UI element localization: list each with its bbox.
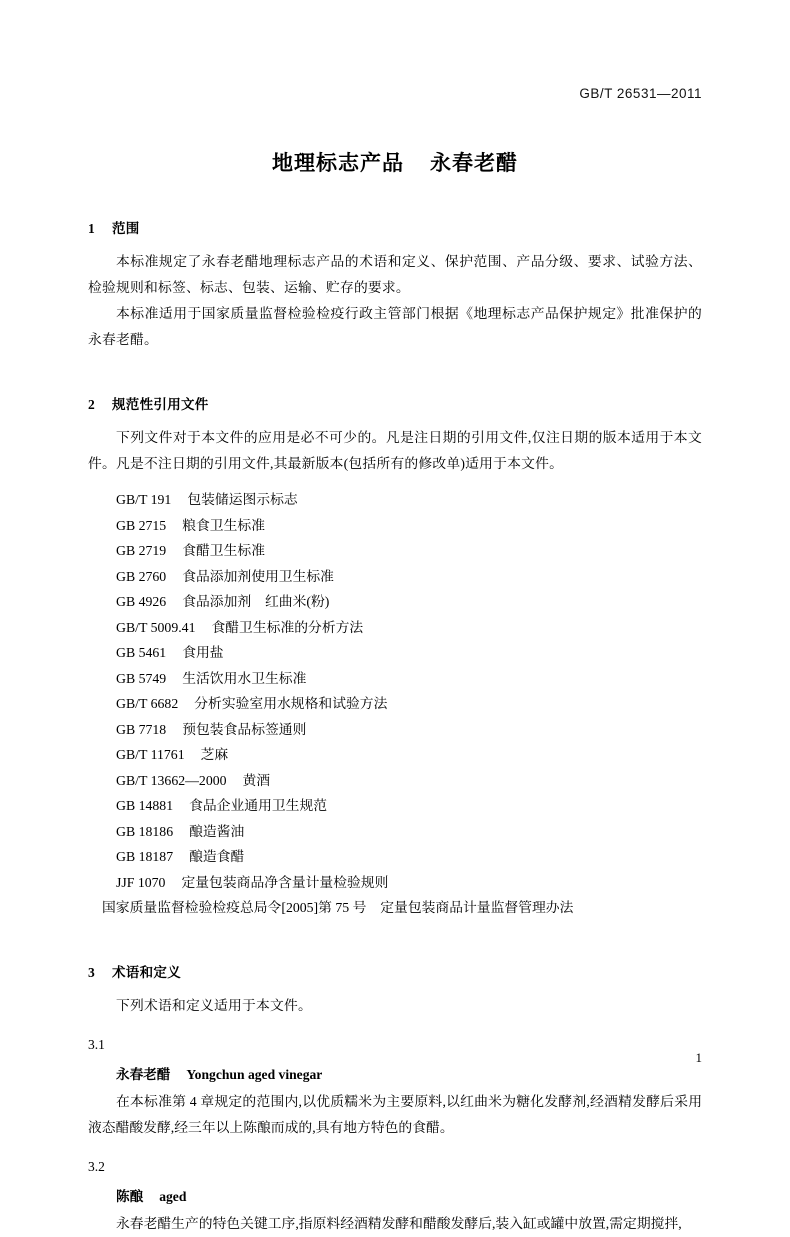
reference-code: GB 7718: [116, 721, 167, 737]
list-item-regulation: [88, 895, 702, 921]
reference-code: GB 14881: [116, 798, 174, 813]
title-part-1: 地理标志产品: [272, 151, 404, 175]
reference-title: 包装储运图示标志: [187, 492, 298, 507]
term-entry-3-1: [88, 1063, 702, 1087]
reference-title: 生活饮用水卫生标准: [182, 670, 307, 686]
reference-title: 黄酒: [242, 772, 271, 788]
reference-code: GB 4926: [116, 594, 167, 609]
title-part-2: 永春老醋: [430, 151, 518, 175]
reference-title: 酿造酱油: [189, 823, 245, 839]
reference-title: 预包装食品标签通则: [182, 721, 307, 737]
term-chinese: 永春老醋: [116, 1066, 171, 1082]
section-heading-scope: [88, 217, 702, 237]
reference-code: JJF 1070: [116, 874, 166, 890]
reference-title: 食品企业通用卫生规范: [189, 798, 328, 813]
section-label-scope: 范围: [112, 221, 140, 236]
section-label-references: 规范性引用文件: [112, 397, 209, 412]
standard-code-header: GB/T 26531—2011: [579, 86, 702, 101]
list-item: [88, 768, 702, 794]
section-label-terms: 术语和定义: [112, 964, 181, 980]
scope-paragraph-2: 本标准适用于国家质量监督检验检疫行政主管部门根据《地理标志产品保护规定》批准保护的永春老醋。: [88, 306, 702, 347]
regulation-title: 国家质量监督检验检疫总局令[2005]第 75 号 定量包装商品计量监督管理办法: [102, 900, 574, 915]
section-heading-terms: [88, 961, 702, 981]
list-item: [88, 742, 702, 768]
term-chinese: 陈酿: [116, 1188, 144, 1204]
clause-number-3-1: 3.1: [88, 1036, 105, 1052]
reference-title: 食醋卫生标准的分析方法: [211, 619, 364, 635]
list-item: [88, 589, 702, 615]
list-item: [88, 615, 702, 641]
list-item: [88, 640, 702, 666]
reference-title: 分析实验室用水规格和试验方法: [194, 696, 388, 711]
reference-title: 食品添加剂 红曲米(粉): [182, 594, 330, 609]
list-item: [88, 666, 702, 692]
reference-title: 定量包装商品净含量计量检验规则: [181, 874, 389, 890]
list-item: [88, 844, 702, 870]
reference-code: GB 18187: [116, 849, 174, 864]
reference-code: GB/T 5009.41: [116, 619, 196, 635]
reference-title: 粮食卫生标准: [182, 517, 265, 533]
scope-paragraph-1: 本标准规定了永春老醋地理标志产品的术语和定义、保护范围、产品分级、要求、试验方法、检验规则和标签、标志、包装、运输、贮存的要求。: [88, 254, 702, 295]
reference-title: 食用盐: [182, 645, 224, 660]
normative-reference-list: [88, 487, 702, 921]
references-intro: 下列文件对于本文件的应用是必不可少的。凡是注日期的引用文件,仅注日期的版本适用于本文件。凡是不注日期的引用文件,其最新版本(包括所有的修改单)适用于本文件。: [88, 430, 702, 471]
page-title: [88, 147, 702, 177]
reference-code: GB/T 6682: [116, 696, 179, 711]
clause-number-3-2: 3.2: [88, 1158, 105, 1174]
term-english: aged: [159, 1188, 187, 1204]
list-item: [88, 691, 702, 717]
section-number-2: 2: [88, 397, 96, 412]
list-item: [88, 870, 702, 896]
list-item: [88, 564, 702, 590]
term-definition-3-1: 在本标准第 4 章规定的范围内,以优质糯米为主要原料,以红曲米为糖化发酵剂,经酒精发酵后采用液态醋酸发酵,经三年以上陈酿而成的,具有地方特色的食醋。: [88, 1093, 702, 1135]
section-heading-references: [88, 393, 702, 413]
list-item: [88, 819, 702, 845]
term-definition-3-2: 永春老醋生产的特色关键工序,指原料经酒精发酵和醋酸发酵后,装入缸或罐中放置,需定期搅拌,: [116, 1215, 682, 1231]
reference-title: 食品添加剂使用卫生标准: [182, 568, 334, 584]
reference-title: 酿造食醋: [189, 849, 245, 864]
page-number: 1: [695, 1050, 702, 1065]
list-item: [88, 513, 702, 539]
list-item: [88, 717, 702, 743]
list-item: [88, 487, 702, 513]
reference-code: GB 5461: [116, 645, 167, 660]
section-number-3: 3: [88, 964, 96, 980]
reference-code: GB 2760: [116, 568, 167, 584]
reference-code: GB 2715: [116, 517, 167, 533]
reference-code: GB 18186: [116, 823, 174, 839]
reference-code: GB/T 11761: [116, 747, 185, 762]
reference-title: 食醋卫生标准: [182, 543, 265, 558]
list-item: [88, 793, 702, 819]
term-english: Yongchun aged vinegar: [186, 1066, 323, 1082]
reference-code: GB 5749: [116, 670, 167, 686]
term-entry-3-2: [88, 1185, 702, 1209]
reference-title: 芝麻: [200, 747, 229, 762]
list-item: [88, 538, 702, 564]
reference-code: GB/T 13662—2000: [116, 772, 227, 788]
section-number-1: 1: [88, 221, 96, 236]
reference-code: GB 2719: [116, 543, 167, 558]
reference-code: GB/T 191: [116, 492, 172, 507]
terms-intro: 下列术语和定义适用于本文件。: [116, 997, 312, 1013]
